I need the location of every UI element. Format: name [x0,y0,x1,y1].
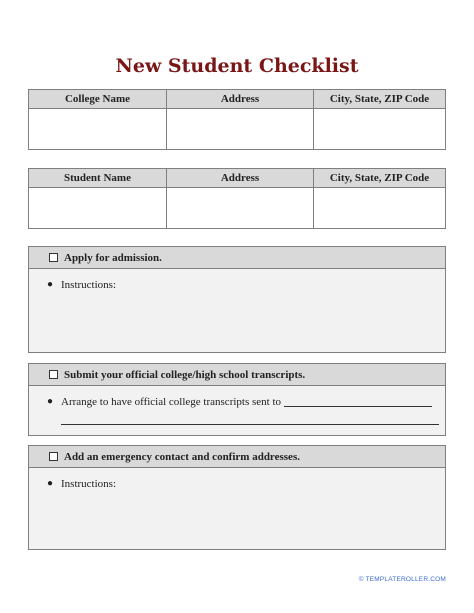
task-label: Add an emergency contact and confirm addresses. [64,450,300,463]
task-submit-transcripts [28,363,446,436]
task-label: Apply for admission. [64,251,162,264]
transcript-destination-line-2[interactable] [61,416,439,425]
page-title: New Student Checklist [115,55,359,77]
task-header [29,446,445,468]
checkbox-icon[interactable] [49,370,58,379]
instructions-label: Instructions: [61,478,116,490]
column-header-city-state-zip: City, State, ZIP Code [314,169,446,188]
college-city-state-zip-cell[interactable] [314,109,446,150]
transcript-destination-field[interactable] [284,396,432,407]
bullet-icon: ● [47,279,54,290]
task-body [29,386,445,425]
column-header-college-name: College Name [29,90,167,109]
table-row [29,109,446,150]
task-apply-admission [28,246,446,353]
transcripts-instruction: Arrange to have official college transcripts sent to [61,396,282,408]
checkbox-icon[interactable] [49,253,58,262]
table-row [29,188,446,229]
task-header [29,364,445,386]
college-address-cell[interactable] [167,109,314,150]
list-item [47,396,445,408]
task-body [29,269,445,291]
student-info-table [28,168,446,229]
column-header-address: Address [167,169,314,188]
student-name-cell[interactable] [29,188,167,229]
task-header [29,247,445,269]
task-label: Submit your official college/high school transcripts. [64,368,306,381]
table-header-row [29,90,446,109]
student-address-cell[interactable] [167,188,314,229]
task-emergency-contact [28,445,446,550]
college-name-cell[interactable] [29,109,167,150]
column-header-student-name: Student Name [29,169,167,188]
instructions-label: Instructions: [61,279,116,291]
footer-link[interactable]: © TEMPLATEROLLER.COM [358,576,446,583]
bullet-icon: ● [47,478,54,489]
college-info-table [28,89,446,150]
column-header-city-state-zip: City, State, ZIP Code [314,90,446,109]
table-header-row [29,169,446,188]
list-item [47,279,445,291]
list-item [47,478,445,490]
checkbox-icon[interactable] [49,452,58,461]
student-city-state-zip-cell[interactable] [314,188,446,229]
task-body [29,468,445,490]
column-header-address: Address [167,90,314,109]
bullet-icon: ● [47,396,54,407]
